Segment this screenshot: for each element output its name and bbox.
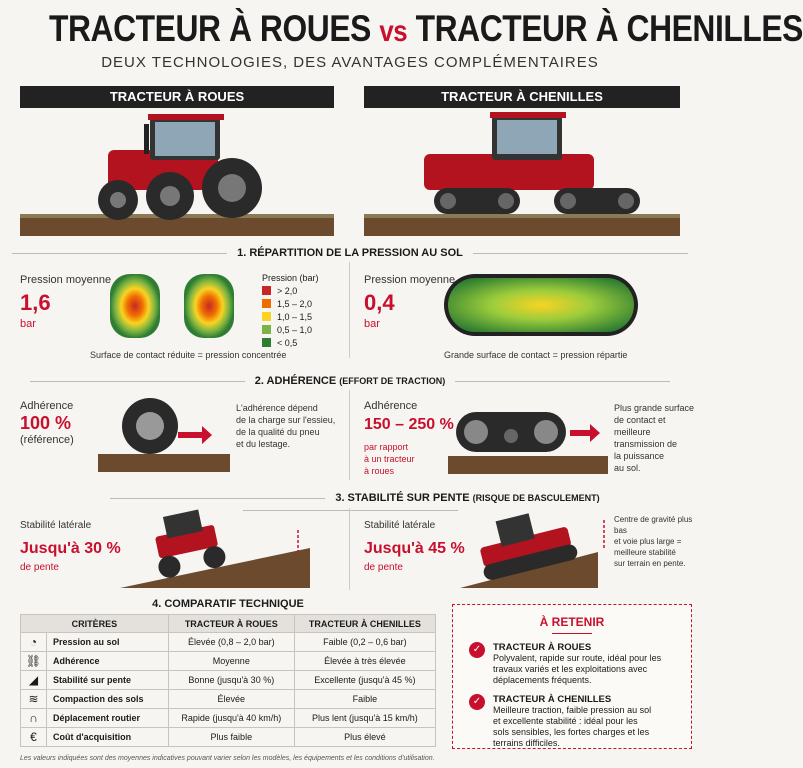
check-icon: ✓ (469, 694, 485, 710)
wheel-traction-illustration (98, 396, 230, 474)
stability-sub-wheels: de pente (20, 562, 59, 573)
adherence-value-wheels: 100 % (20, 413, 72, 433)
page-title (49, 8, 803, 50)
tracked-tractor-slope-illustration (460, 508, 610, 588)
stability-label-tracks: Stabilité latérale (364, 520, 436, 531)
adherence-value-tracks: 150 – 250 % (364, 416, 454, 433)
column-divider (349, 508, 350, 590)
tracks-cell: Plus élevé (294, 728, 435, 747)
tracked-tractor-illustration (364, 110, 680, 236)
section-stability-title: 3. STABILITÉ SUR PENTE (RISQUE DE BASCULEMENT) (0, 492, 700, 516)
takeaway-text: Meilleure traction, faible pression au sol et excellente stabilité : idéal pour les sols sensibles, les fortes charges et les terrains difficiles. (493, 705, 652, 748)
table-row (21, 690, 436, 709)
adherence-sub-tracks: par rapport à un tracteur à roues (364, 442, 415, 476)
title-right: TRACTEUR À CHENILLES (415, 8, 803, 49)
legend-item: 1,0 – 1,5 (262, 310, 319, 323)
pressure-legend (262, 271, 319, 349)
legend-swatch (262, 312, 271, 321)
footer-disclaimer: Les valeurs indiquées sont des moyennes indicatives pouvant varier selon les modèles, les équipements et les conditions d'utilisation. (20, 755, 435, 762)
tracks-cell: Faible (294, 690, 435, 709)
section-pressure-title: 1. RÉPARTITION DE LA PRESSION AU SOL (0, 247, 700, 259)
tire-footprint-heatmap (106, 272, 246, 342)
legend-swatch (262, 299, 271, 308)
pressure-label-tracks: Pression moyenne (364, 274, 456, 286)
pressure-value-tracks: 0,4 (364, 290, 395, 315)
wheeled-tractor-illustration (20, 110, 334, 236)
legend-item: 1,5 – 2,0 (262, 297, 319, 310)
pressure-caption-wheels: Surface de contact réduite = pression concentrée (90, 350, 287, 360)
title-left: TRACTEUR À ROUES (49, 8, 371, 49)
tracks-cell: Élevée à très élevée (294, 652, 435, 671)
stability-sub-tracks: de pente (364, 562, 403, 573)
key-takeaways-title: À RETENIR (539, 615, 605, 629)
table-row (21, 728, 436, 747)
check-icon: ✓ (469, 642, 485, 658)
column-header-wheels: TRACTEUR À ROUES (20, 86, 334, 108)
wheels-cell: Élevée (0,8 – 2,0 bar) (168, 633, 294, 652)
euro-icon: € (21, 728, 47, 747)
column-divider (349, 262, 350, 358)
table-row (21, 671, 436, 690)
section-adherence-title: 2. ADHÉRENCE (EFFORT DE TRACTION) (0, 375, 700, 387)
pressure-label-wheels: Pression moyenne (20, 274, 112, 286)
adherence-sub-wheels: (référence) (20, 434, 74, 446)
column-header-tracks: TRACTEUR À CHENILLES (364, 86, 680, 108)
wheels-cell: Rapide (jusqu'à 40 km/h) (168, 709, 294, 728)
wheels-cell: Bonne (jusqu'à 30 %) (168, 671, 294, 690)
criterion-cell: Pression au sol (47, 633, 169, 652)
takeaway-title: TRACTEUR À ROUES (493, 642, 592, 653)
table-row (21, 633, 436, 652)
stability-note-tracks: Centre de gravité plus bas et voie plus large = meilleure stabilité sur terrain en pente. (614, 515, 693, 568)
tracks-cell: Plus lent (jusqu'à 15 km/h) (294, 709, 435, 728)
wheels-cell: Élevée (168, 690, 294, 709)
column-divider (349, 390, 350, 480)
road-icon: ∩ (21, 709, 47, 728)
soil-icon: ≋ (21, 690, 47, 709)
pressure-unit-wheels: bar (20, 318, 36, 330)
key-takeaways-box (452, 604, 692, 749)
stability-value-wheels: Jusqu'à 30 % (20, 540, 121, 557)
table-row (21, 709, 436, 728)
title-underline (552, 633, 592, 634)
header-wheels: TRACTEUR À ROUES (168, 615, 294, 633)
takeaway-title: TRACTEUR À CHENILLES (493, 694, 612, 705)
legend-swatch (262, 338, 271, 347)
tracks-cell: Faible (0,2 – 0,6 bar) (294, 633, 435, 652)
adherence-note-tracks: Plus grande surface de contact et meilleure transmission de la puissance au sol. (614, 403, 695, 473)
criterion-cell: Coût d'acquisition (47, 728, 169, 747)
wheeled-tractor-slope-illustration (120, 508, 310, 588)
track-traction-illustration (448, 400, 608, 474)
tracks-cell: Excellente (jusqu'à 45 %) (294, 671, 435, 690)
wheels-cell: Plus faible (168, 728, 294, 747)
title-vs: vs (379, 15, 408, 48)
track-footprint-heatmap (442, 272, 642, 340)
legend-swatch (262, 325, 271, 334)
pressure-caption-tracks: Grande surface de contact = pression répartie (444, 350, 628, 360)
criterion-cell: Stabilité sur pente (47, 671, 169, 690)
criterion-cell: Déplacement routier (47, 709, 169, 728)
table-header-row (21, 615, 436, 633)
legend-item: > 2,0 (262, 284, 319, 297)
section-comparison-title: 4. COMPARATIF TECHNIQUE (152, 598, 304, 610)
adherence-note-wheels: L'adhérence dépend de la charge sur l'essieu, de la qualité du pneu et du lestage. (236, 403, 336, 449)
takeaway-item (469, 642, 681, 686)
legend-item: 0,5 – 1,0 (262, 323, 319, 336)
adherence-label-tracks: Adhérence (364, 400, 418, 412)
legend-item: < 0,5 (262, 336, 319, 349)
stability-value-tracks: Jusqu'à 45 % (364, 540, 465, 557)
pressure-unit-tracks: bar (364, 318, 380, 330)
gauge-icon: ◔ (21, 633, 47, 652)
table-row (21, 652, 436, 671)
header-tracks: TRACTEUR À CHENILLES (294, 615, 435, 633)
chain-icon: ⛓ (21, 652, 47, 671)
legend-swatch (262, 286, 271, 295)
adherence-label-wheels: Adhérence (20, 400, 74, 412)
legend-title: Pression (bar) (262, 272, 319, 283)
takeaway-item (469, 694, 681, 749)
header-criteria: CRITÈRES (21, 615, 169, 633)
criterion-cell: Adhérence (47, 652, 169, 671)
slope-icon: ◢ (21, 671, 47, 690)
pressure-value-wheels: 1,6 (20, 290, 51, 315)
criterion-cell: Compaction des sols (47, 690, 169, 709)
stability-label-wheels: Stabilité latérale (20, 520, 92, 531)
takeaway-text: Polyvalent, rapide sur route, idéal pour les travaux variés et les exploitations avec déplacements fréquents. (493, 653, 662, 685)
wheels-cell: Moyenne (168, 652, 294, 671)
page-subtitle: DEUX TECHNOLOGIES, DES AVANTAGES COMPLÉMENTAIRES (101, 54, 599, 71)
comparison-table (20, 614, 436, 747)
